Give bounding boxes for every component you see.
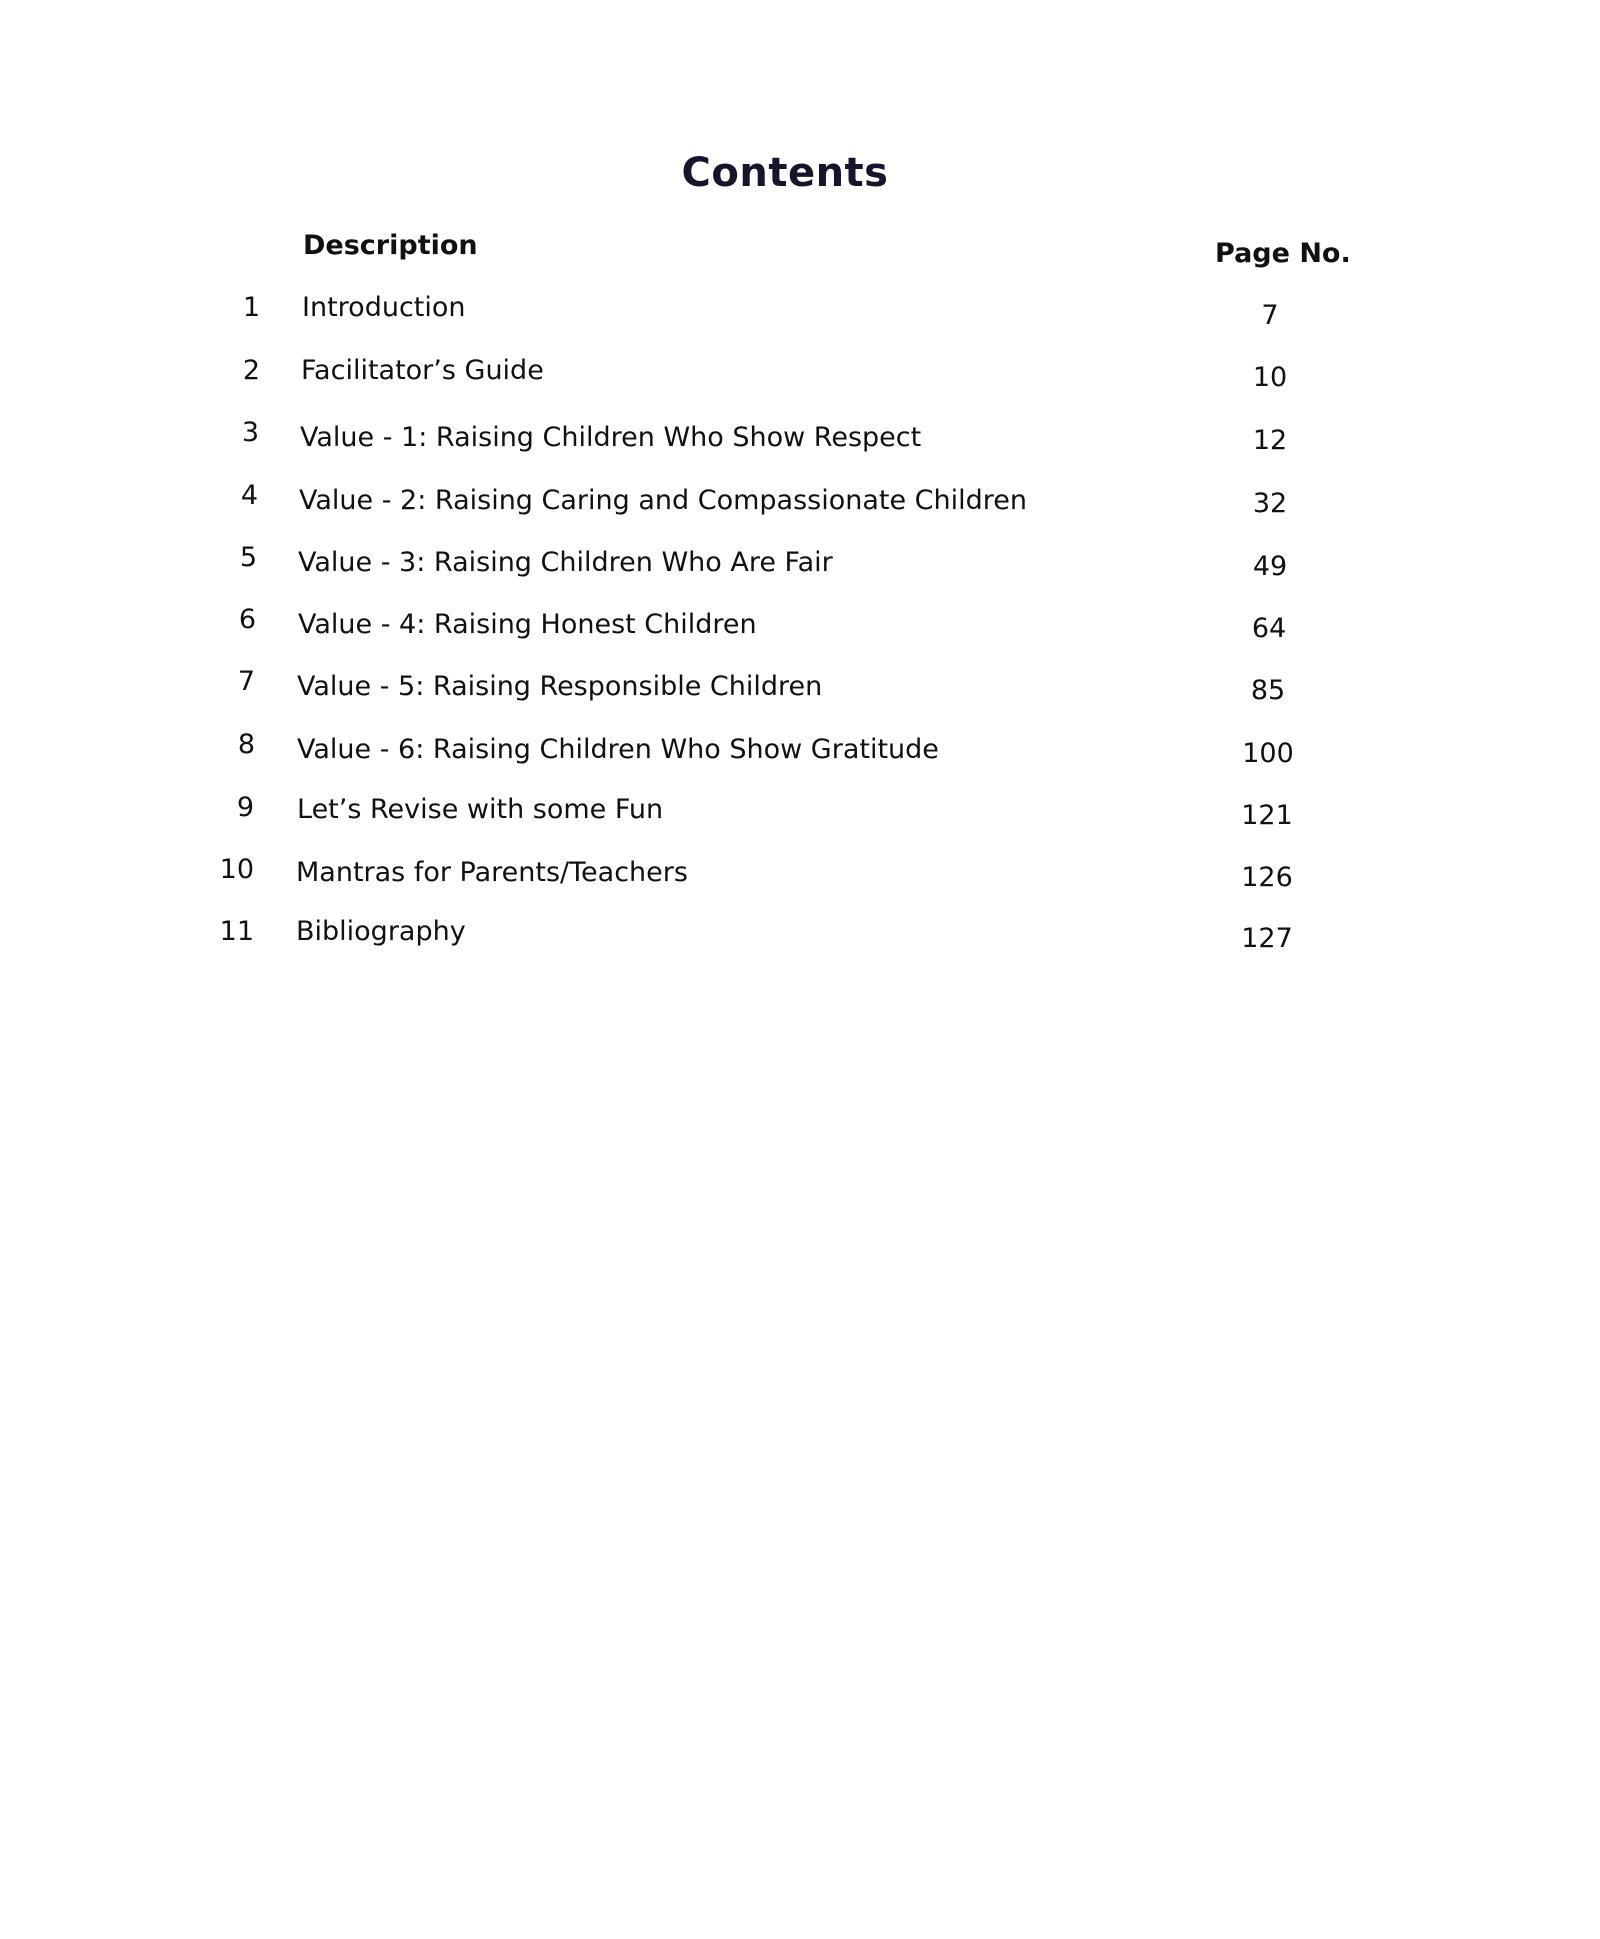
toc-entry-title: Facilitator’s Guide [301, 355, 544, 386]
toc-entry-title: Value - 5: Raising Responsible Children [297, 671, 823, 702]
toc-entry-page: 126 [1241, 862, 1293, 893]
page-title: Contents [681, 150, 889, 196]
toc-entry-title: Value - 4: Raising Honest Children [298, 609, 757, 640]
toc-entry [0, 604, 1600, 644]
toc-entry-title: Value - 2: Raising Caring and Compassionate Children [299, 485, 1028, 516]
toc-entry-page: 7 [1261, 300, 1279, 331]
toc-entry-title: Bibliography [296, 916, 466, 947]
toc-entry-title: Introduction [302, 292, 466, 323]
toc-entry [0, 854, 1600, 894]
toc-entry [0, 355, 1600, 395]
toc-entry [0, 480, 1600, 520]
toc-entry-number: 4 [240, 480, 258, 511]
toc-entry [0, 417, 1600, 457]
toc-entry-number: 9 [236, 792, 254, 823]
toc-entry-number: 2 [242, 355, 260, 386]
toc-entry-number: 1 [242, 292, 260, 323]
toc-entry-number: 10 [219, 854, 254, 885]
toc-entry [0, 666, 1600, 706]
toc-entry-number: 5 [239, 542, 257, 573]
toc-entry-page: 121 [1241, 800, 1293, 831]
toc-entry-title: Value - 3: Raising Children Who Are Fair [298, 547, 833, 578]
toc-entry-number: 11 [219, 916, 254, 947]
toc-entry-number: 8 [237, 729, 255, 760]
toc-entry-number: 7 [237, 666, 255, 697]
toc-entry-title: Value - 1: Raising Children Who Show Respect [300, 422, 922, 453]
toc-entry-number: 6 [238, 604, 256, 635]
toc-entry-page: 10 [1252, 362, 1288, 393]
toc-entry-title: Mantras for Parents/Teachers [296, 857, 688, 888]
toc-entry-page: 49 [1252, 551, 1288, 582]
description-column-header: Description [303, 230, 478, 261]
toc-entry-page: 127 [1241, 923, 1293, 954]
toc-entry-page: 100 [1242, 738, 1294, 769]
toc-entry-number: 3 [241, 417, 259, 448]
toc-entry-page: 32 [1252, 488, 1288, 519]
page-number-column-header: Page No. [1215, 238, 1351, 269]
toc-entry [0, 292, 1600, 332]
toc-entry-title: Value - 6: Raising Children Who Show Gratitude [297, 734, 939, 765]
toc-entry-page: 64 [1251, 613, 1287, 644]
toc-entry [0, 916, 1600, 956]
toc-entry-page: 85 [1250, 675, 1286, 706]
toc-entry [0, 542, 1600, 582]
toc-entry [0, 792, 1600, 832]
toc-entry [0, 729, 1600, 769]
toc-entry-page: 12 [1252, 425, 1288, 456]
toc-entry-title: Let’s Revise with some Fun [297, 794, 664, 825]
